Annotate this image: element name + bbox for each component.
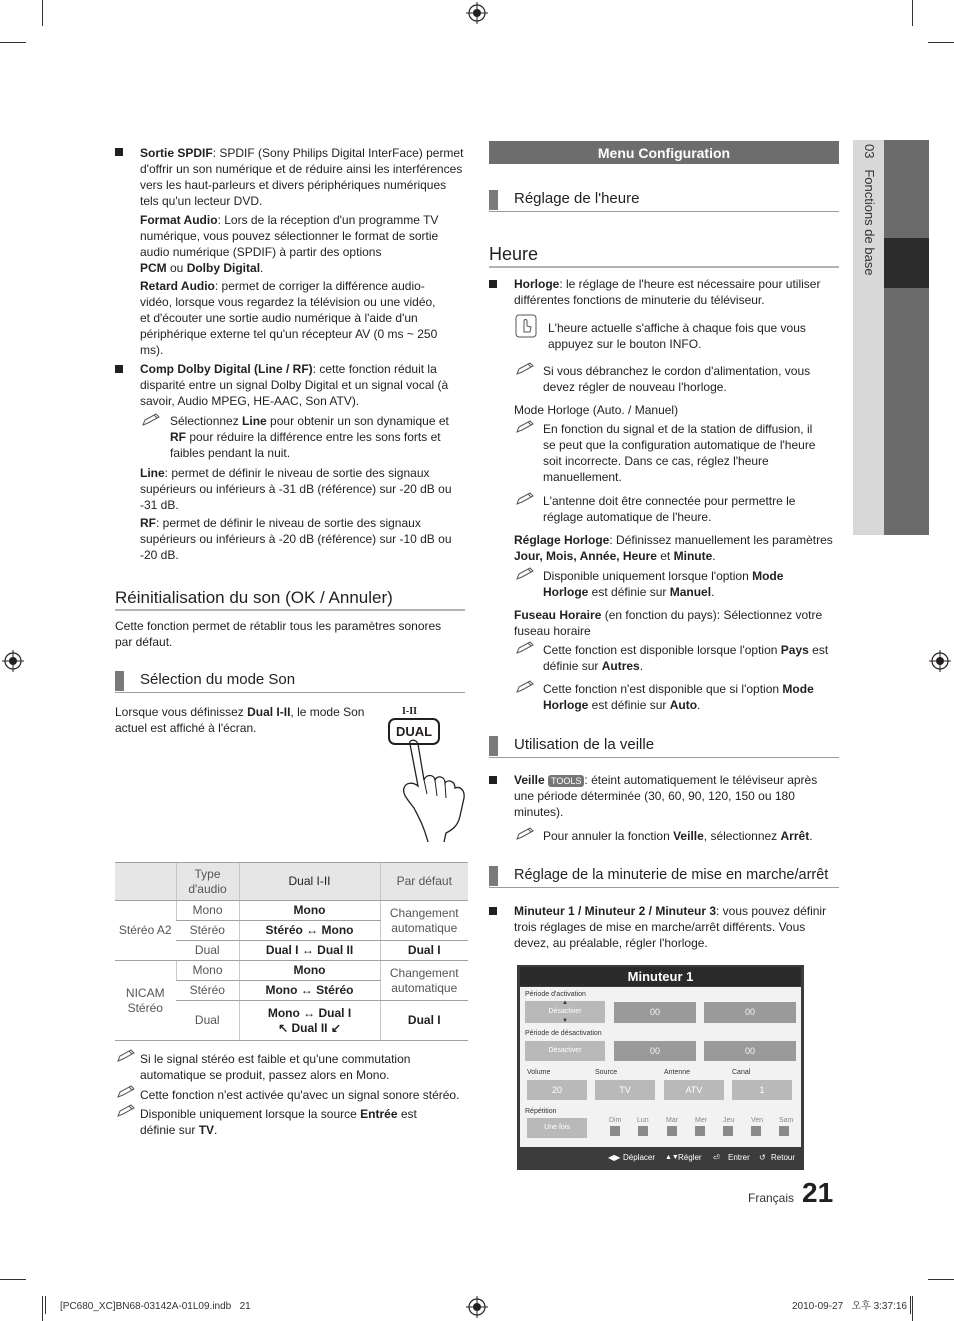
enter-label: Entrer <box>728 1153 750 1162</box>
chapter-label: 03 Fonctions de base <box>862 144 877 276</box>
table-cell: Mono <box>176 901 239 921</box>
note-pencil-icon <box>116 1049 138 1063</box>
note-pencil-icon <box>515 492 537 506</box>
comp-dolby-paragraph: Comp Dolby Digital (Line / RF): cette fonction réduit la disparité entre un signal Dolby Digital et un signal vocal (à savoir, Audio MPEG, HE-AAC, Son ATV). <box>140 362 449 408</box>
divider <box>45 1296 46 1314</box>
note-pencil-icon <box>141 413 163 427</box>
table-header-cell: Par défaut <box>380 863 468 901</box>
note-pencil-icon <box>515 362 537 376</box>
bullet-icon <box>115 365 123 373</box>
info-hand-icon <box>515 314 537 338</box>
note-pencil-icon <box>515 420 537 434</box>
chapter-tab-dark <box>884 140 929 535</box>
crop-mark <box>0 42 26 43</box>
minuteur-paragraph: Minuteur 1 / Minuteur 2 / Minuteur 3: vous pouvez définir trois réglages de mise en marche/arrêt différents. Vous devez, au préalable, régler l'horloge. <box>514 904 827 950</box>
day-checkbox[interactable] <box>667 1126 677 1136</box>
format-audio-paragraph: Format Audio: Lors de la réception d'un programme TV numérique, vous pouvez sélectionner le format de sortie audio numérique (SPDIF) à partir des options PCM ou Dolby Digital. <box>140 213 439 275</box>
menu-banner: Menu Configuration <box>489 141 839 164</box>
minuterie-title: Réglage de la minuterie de mise en marche/arrêt <box>514 867 829 883</box>
table-cell: Mono <box>176 961 239 981</box>
reglage-title: Réglage de l'heure <box>514 190 640 207</box>
day-checkbox[interactable] <box>695 1126 705 1136</box>
section-rule <box>115 609 465 611</box>
subsection-bar <box>489 866 498 886</box>
return-icon: ↺ <box>759 1153 766 1162</box>
day-checkbox[interactable] <box>638 1126 648 1136</box>
activation-hour[interactable]: 00 <box>614 1002 696 1023</box>
subsection-bar <box>489 736 498 756</box>
desactivation-label: Période de désactivation <box>525 1030 602 1037</box>
table-cell: Changement automatique <box>380 901 468 941</box>
day-label: Mar <box>666 1117 679 1124</box>
activation-minute[interactable]: 00 <box>704 1002 796 1023</box>
registration-mark-icon <box>929 650 951 672</box>
tools-badge: TOOLS <box>548 775 584 787</box>
audio-mode-table <box>115 862 468 1041</box>
table-cell: Mono <box>239 901 380 921</box>
retard-audio-paragraph: Retard Audio: permet de corriger la différence audio-vidéo, lorsque vous regardez la télévision ou une vidéo, et d'écouter une sortie audio numérique à l'aide d'un périphérique externe tel qu'un récepteur AV (0 ms ~ 250 ms). <box>140 279 438 357</box>
minuteur-osd <box>517 965 804 1170</box>
osd-title: Minuteur 1 <box>520 967 801 986</box>
note-pencil-icon <box>515 641 537 655</box>
table-cell: Changement automatique <box>380 961 468 1001</box>
subsection-bar <box>115 671 124 691</box>
page-number: 21 <box>802 1177 834 1208</box>
line-description: Line: permet de définir le niveau de sortie des signaux supérieurs ou inférieurs à -31 dB (référence) sur -20 dB ou -31 dB. <box>140 466 452 512</box>
crop-mark <box>42 0 43 26</box>
note-pencil-icon <box>116 1085 138 1099</box>
note-weak-signal: Si le signal stéréo est faible et qu'une commutation automatique se produit, passez alors en Mono. <box>140 1052 411 1082</box>
reglage-horloge-paragraph: Réglage Horloge: Définissez manuellement les paramètres Jour, Mois, Année, Heure et Minute. <box>514 533 833 563</box>
down-arrow-icon: ▼ <box>562 1018 568 1024</box>
divider <box>910 1296 911 1314</box>
volume-label: Volume <box>527 1069 551 1076</box>
desactivation-minute[interactable]: 00 <box>704 1041 796 1061</box>
group-name-cell: Stéréo A2 <box>115 901 176 961</box>
selection-text: Lorsque vous définissez Dual I-II, le mode Son actuel est affiché à l'écran. <box>115 705 365 735</box>
registration-mark-icon <box>2 650 24 672</box>
table-cell: Stéréo <box>176 921 239 941</box>
table-cell: Stéréo ↔ Mono <box>239 921 380 941</box>
note-pays: Cette fonction est disponible lorsque l'option Pays est définie sur Autres. <box>543 643 829 673</box>
day-label: Mer <box>695 1117 708 1124</box>
table-header-cell: Dual I-II <box>239 863 380 901</box>
fuseau-paragraph: Fuseau Horaire (en fonction du pays): Sélectionnez votre fuseau horaire <box>514 608 823 638</box>
reinit-text: Cette fonction permet de rétablir tous les paramètres sonores par défaut. <box>115 619 442 649</box>
table-cell: Mono ↔ Stéréo <box>239 981 380 1001</box>
table-cell: Mono <box>239 961 380 981</box>
note-stereo-only: Cette fonction n'est activée qu'avec un signal sonore stéréo. <box>140 1088 460 1102</box>
chapter-tab-marker <box>884 238 929 288</box>
crop-mark <box>912 0 913 26</box>
table-cell: Dual <box>176 941 239 961</box>
file-info: [PC680_XC]BN68-03142A-01L09.indb 21 <box>60 1301 251 1312</box>
source-field[interactable]: TV <box>595 1080 655 1100</box>
language-label: Français <box>748 1191 795 1205</box>
group-name-cell: NICAM Stéréo <box>115 961 176 1041</box>
subsection-rule <box>115 692 465 693</box>
antenne-field[interactable]: ATV <box>664 1080 724 1100</box>
horloge-paragraph: Horloge: le réglage de l'heure est nécessaire pour utiliser différentes fonctions de minuterie du téléviseur. <box>514 277 821 307</box>
note-antenne: L'antenne doit être connectée pour permettre le réglage automatique de l'heure. <box>543 494 796 524</box>
source-label: Source <box>595 1069 618 1076</box>
table-cell <box>239 1001 380 1041</box>
note-source-tv: Disponible uniquement lorsque la source Entrée est définie sur TV. <box>140 1107 417 1137</box>
table-row <box>115 961 468 981</box>
registration-mark-icon <box>466 1296 488 1318</box>
table-cell: Dual I <box>380 1001 468 1041</box>
registration-mark-icon <box>466 2 488 24</box>
subsection-bar <box>489 190 498 210</box>
rf-description: RF: permet de définir le niveau de sortie des signaux supérieurs ou inférieurs à -20 dB (référence) sur -10 dB ou -20 dB. <box>140 516 452 562</box>
osd-footer <box>520 1149 801 1167</box>
heure-title: Heure <box>489 244 539 264</box>
desactivation-hour[interactable]: 00 <box>614 1041 696 1061</box>
table-header-cell <box>115 863 176 901</box>
antenne-label: Antenne <box>664 1069 691 1076</box>
hand-pointer-icon <box>388 738 468 843</box>
table-cell-line: ↖ Dual II ↙ <box>278 1020 341 1035</box>
bullet-icon <box>489 907 497 915</box>
note-line-rf: Sélectionnez Line pour obtenir un son dynamique et RF pour réduire la différence entre les sons forts et faibles pendant la nuit. <box>170 414 449 460</box>
activation-label: Période d'activation <box>525 991 586 998</box>
subsection-rule <box>489 211 839 212</box>
table-header-cell: Type d'audio <box>176 863 239 901</box>
note-veille: Pour annuler la fonction Veille, sélectionnez Arrêt. <box>543 829 813 843</box>
remote-top-label: I-II <box>402 706 418 717</box>
note-auto: Cette fonction n'est disponible que si l'option Mode Horloge est définie sur Auto. <box>543 682 814 712</box>
bullet-icon <box>489 776 497 784</box>
crop-mark <box>0 1279 26 1280</box>
note-pencil-icon <box>515 567 537 581</box>
day-checkbox[interactable] <box>779 1126 789 1136</box>
day-label: Lun <box>637 1117 649 1124</box>
note-debranche: Si vous débranchez le cordon d'alimentation, vous devez régler de nouveau l'horloge. <box>543 364 811 394</box>
note-pencil-icon <box>515 680 537 694</box>
reinit-title: Réinitialisation du son (OK / Annuler) <box>115 588 393 607</box>
selection-title: Sélection du mode Son <box>140 671 296 688</box>
day-checkbox[interactable] <box>610 1126 620 1136</box>
crop-mark <box>928 1279 954 1280</box>
note-pencil-icon <box>116 1104 138 1118</box>
day-label: Jeu <box>723 1117 735 1124</box>
print-date: 2010-09-27 오후 3:37:16 <box>792 1301 907 1312</box>
dual-button[interactable]: DUAL <box>388 718 440 745</box>
table-cell: Stéréo <box>176 981 239 1001</box>
table-row <box>115 901 468 921</box>
up-arrow-icon: ▲ <box>562 1000 568 1006</box>
move-icon: ◀▶ <box>608 1153 621 1162</box>
activation-value: Désactiver <box>548 1008 582 1015</box>
table-cell: Dual <box>176 1001 239 1041</box>
veille-title: Utilisation de la veille <box>514 736 655 753</box>
table-cell: Dual I ↔ Dual II <box>239 941 380 961</box>
note-pencil-icon <box>515 827 537 841</box>
bullet-icon <box>115 148 123 156</box>
veille-paragraph: Veille TOOLS : éteint automatiquement le téléviseur après une période déterminée (30, 60, 90, 120, 150 ou 180 minutes). <box>514 773 818 819</box>
volume-field[interactable]: 20 <box>527 1080 587 1100</box>
repetition-field[interactable]: Une fois <box>527 1118 587 1138</box>
adjust-label: Régler <box>678 1153 702 1162</box>
spdif-paragraph: Sortie SPDIF: SPDIF (Sony Philips Digital InterFace) permet d'offrir un son numérique et de réduire ainsi les interférences vers les haut-parleurs et divers périphériques numériques tels qu'un lecteur DVD. <box>140 146 464 208</box>
enter-icon: ⏎ <box>713 1153 720 1162</box>
canal-field[interactable]: 1 <box>732 1080 792 1100</box>
day-checkbox[interactable] <box>751 1126 761 1136</box>
section-rule <box>489 266 839 268</box>
repetition-label: Répétition <box>525 1108 557 1115</box>
crop-mark <box>912 1296 913 1321</box>
osd-body <box>520 987 801 1147</box>
adjust-icon: ▲▼ <box>665 1154 679 1161</box>
note-dispo-manuel: Disponible uniquement lorsque l'option Mode Horloge est définie sur Manuel. <box>543 569 784 599</box>
subsection-rule <box>489 757 839 758</box>
note-info: L'heure actuelle s'affiche à chaque fois que vous appuyez sur le bouton INFO. <box>548 321 806 351</box>
move-label: Déplacer <box>623 1153 656 1162</box>
day-label: Sam <box>779 1117 794 1124</box>
day-label: Ven <box>751 1117 764 1124</box>
desactivation-select[interactable]: Désactiver <box>525 1041 605 1061</box>
crop-mark <box>928 42 954 43</box>
return-label: Retour <box>771 1153 796 1162</box>
mode-horloge-title: Mode Horloge (Auto. / Manuel) <box>514 403 679 417</box>
note-signal: En fonction du signal et de la station de diffusion, il se peut que la configuration automatique de l'heure soit incorrecte. Dans ce cas, réglez l'heure manuellement. <box>543 422 816 484</box>
crop-mark <box>42 1296 43 1321</box>
subsection-rule <box>489 887 839 888</box>
canal-label: Canal <box>732 1069 751 1076</box>
day-checkbox[interactable] <box>723 1126 733 1136</box>
day-label: Dim <box>609 1117 622 1124</box>
table-cell: Dual I <box>380 941 468 961</box>
bullet-icon <box>489 280 497 288</box>
table-header-row <box>115 863 468 901</box>
table-cell-line: Mono ↔ Dual I <box>267 1005 352 1020</box>
